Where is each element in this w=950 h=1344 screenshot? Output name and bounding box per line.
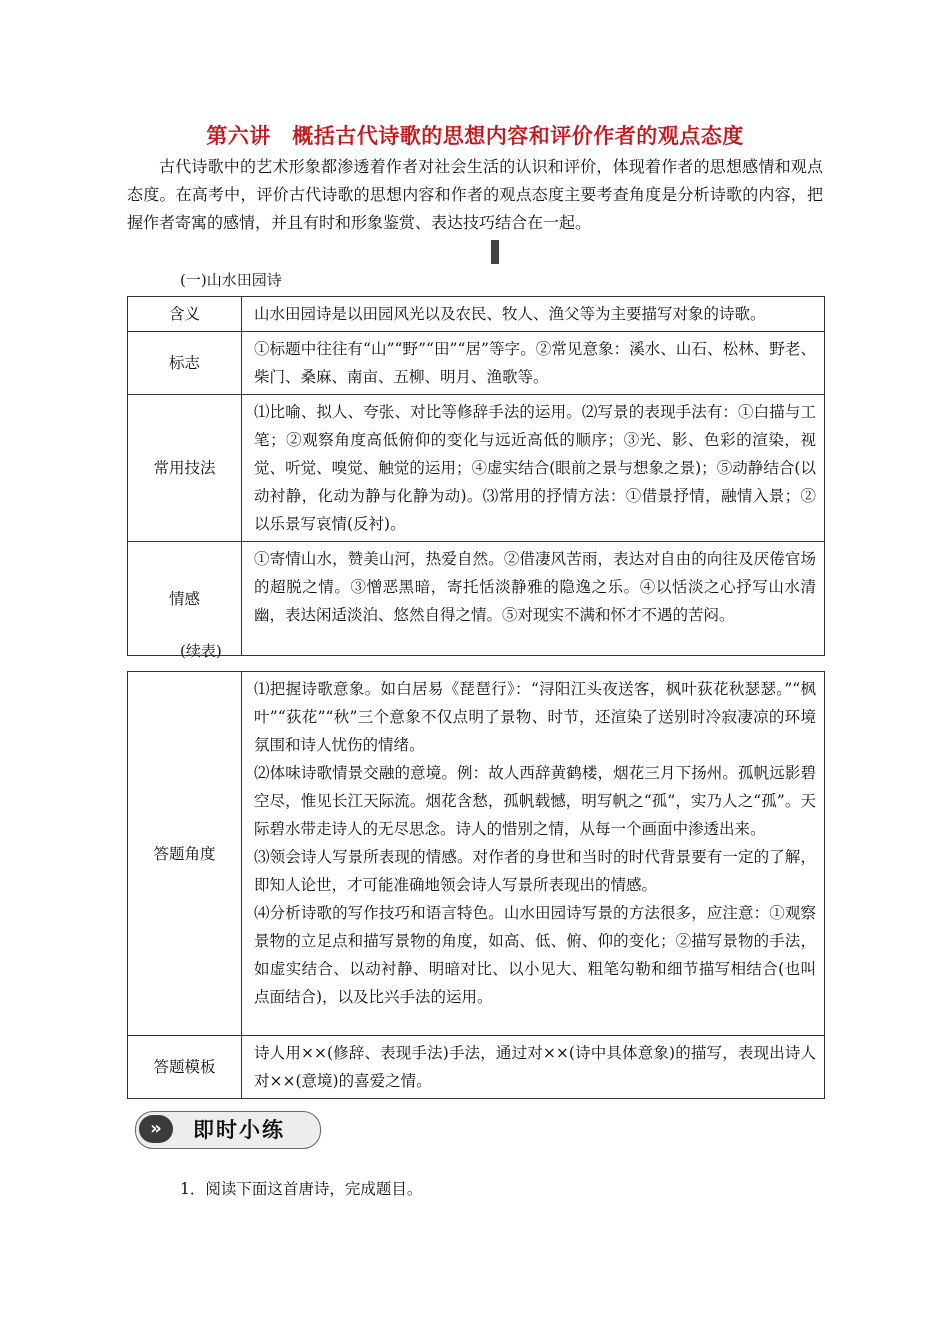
- row-value: 诗人用××(修辞、表现手法)手法，通过对××(诗中具体意象)的描写，表现出诗人对××(意境)的喜爱之情。: [242, 1036, 825, 1099]
- row-value: ⑴比喻、拟人、夸张、对比等修辞手法的运用。⑵写景的表现手法有：①白描与工笔；②观察角度高低俯仰的变化与远近高低的顺序；③光、影、色彩的渲染，视觉、听觉、嗅觉、触觉的运用；④虚实结合(眼前之景与想象之景)；⑤动静结合(以动衬静，化动为静与化静为动)。⑶常用的抒情方法：①借景抒情，融情入景；②以乐景写哀情(反衬)。: [242, 395, 825, 542]
- row-key: 含义: [128, 297, 242, 332]
- answer-angle-paragraph: ⑴把握诗歌意象。如白居易《琵琶行》：“浔阳江头夜送客，枫叶荻花秋瑟瑟。”“枫叶”“荻花”“秋”三个意象不仅点明了景物、时节，还渲染了送别时冷寂凄凉的环境氛围和诗人忧伤的情绪。: [254, 680, 816, 754]
- row-value: 山水田园诗是以田园风光以及农民、牧人、渔父等为主要描写对象的诗歌。: [242, 297, 825, 332]
- answer-angle-paragraph: ⑵体味诗歌情景交融的意境。例：故人西辞黄鹤楼，烟花三月下扬州。孤帆远影碧空尽，惟见长江天际流。烟花含愁，孤帆载憾，明写帆之“孤”，实乃人之“孤”。天际碧水带走诗人的无尽思念。诗人的惜别之情，从每一个画面中渗透出来。: [254, 764, 816, 838]
- table-row: [128, 672, 825, 1036]
- row-key: 标志: [128, 332, 242, 395]
- section-marker: [491, 240, 499, 264]
- row-key: 答题模板: [128, 1036, 242, 1099]
- table-continued: [127, 671, 825, 1099]
- table-row: [128, 297, 825, 332]
- row-value: ①标题中往往有“山”“野”“田”“居”等字。②常见意象：溪水、山石、松林、野老、柴门、桑麻、南亩、五柳、明月、渔歌等。: [242, 332, 825, 395]
- answer-angle-paragraph: ⑶领会诗人写景所表现的情感。对作者的身世和当时的时代背景要有一定的了解，即知人论世，才可能准确地领会诗人写景所表现出的情感。: [254, 848, 816, 894]
- table-landscape-poetry: [127, 296, 825, 656]
- table-row: [128, 542, 825, 656]
- practice-banner: [135, 1111, 321, 1149]
- continued-label: (续表): [180, 642, 222, 660]
- practice-label: 即时小练: [193, 1118, 285, 1142]
- answer-angle-paragraph: ⑷分析诗歌的写作技巧和语言特色。山水田园诗写景的方法很多，应注意：①观察景物的立足点和描写景物的角度，如高、低、俯、仰的变化；②描写景物的手法，如虚实结合、以动衬静、明暗对比、以小见大、粗笔勾勒和细节描写相结合(也叫点面结合)，以及比兴手法的运用。: [254, 904, 816, 1006]
- table-row: [128, 1036, 825, 1099]
- section-label: (一)山水田园诗: [180, 271, 282, 289]
- row-key: 情感: [128, 542, 242, 656]
- table-row: [128, 395, 825, 542]
- table-row: [128, 332, 825, 395]
- row-value: [242, 672, 825, 1036]
- intro-paragraph: 古代诗歌中的艺术形象都渗透着作者对社会生活的认识和评价，体现着作者的思想感情和观点态度。在高考中，评价古代诗歌的思想内容和作者的观点态度主要考查角度是分析诗歌的内容，把握作者寄寓的感情，并且有时和形象鉴赏、表达技巧结合在一起。: [127, 157, 823, 232]
- row-key: 答题角度: [128, 672, 242, 1036]
- row-value: ①寄情山水，赞美山河，热爱自然。②借凄风苦雨，表达对自由的向往及厌倦官场的超脱之情。③憎恶黑暗，寄托恬淡静雅的隐逸之乐。④以恬淡之心抒写山水清幽，表达闲适淡泊、悠然自得之情。⑤对现实不满和怀才不遇的苦闷。: [242, 542, 825, 656]
- page-title: 第六讲 概括古代诗歌的思想内容和评价作者的观点态度: [206, 124, 744, 148]
- double-chevron-icon: »: [139, 1115, 173, 1143]
- question-text: 1．阅读下面这首唐诗，完成题目。: [180, 1180, 423, 1198]
- row-key: 常用技法: [128, 395, 242, 542]
